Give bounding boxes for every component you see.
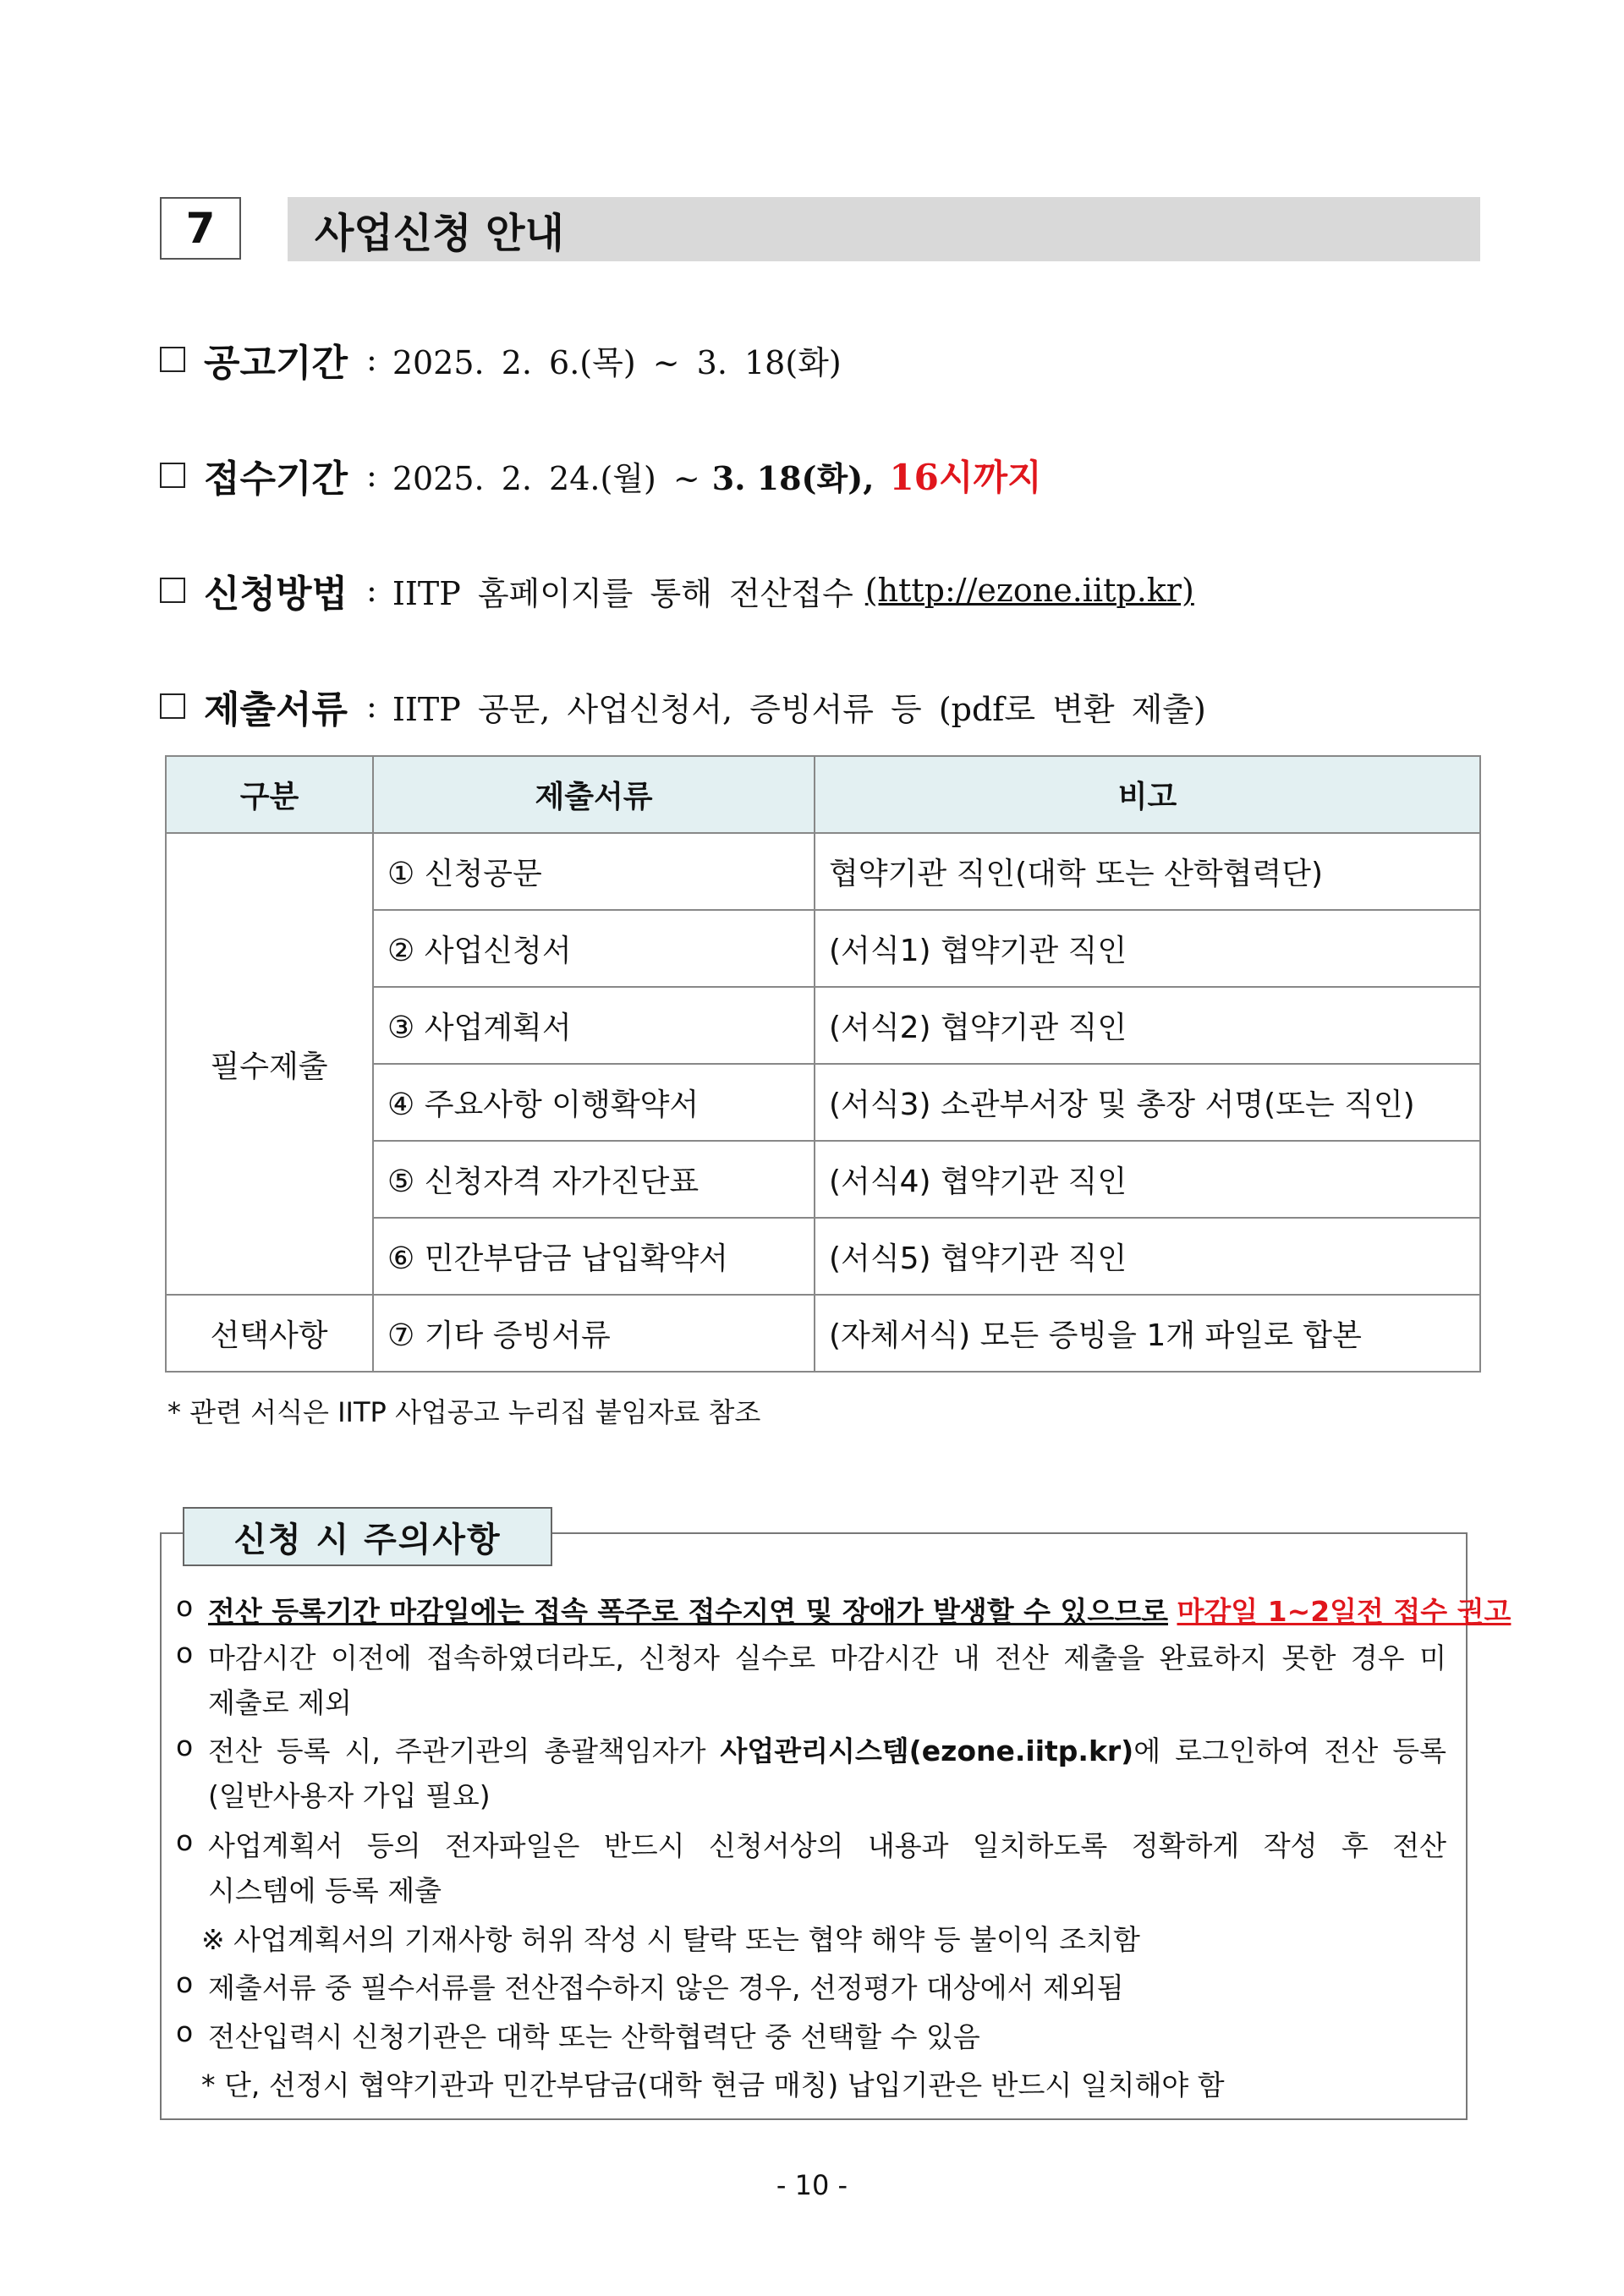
checkbox-icon <box>160 693 185 719</box>
notice-item-4-note: ※ 사업계획서의 기재사항 허위 작성 시 탈락 또는 협약 해약 등 불이익 조치함 <box>201 1923 1140 1956</box>
notice-item-5: 제출서류 중 필수서류를 전산접수하지 않은 경우, 선정평가 대상에서 제외됨 <box>208 1971 1124 2004</box>
note-cell: (서식1) 협약기관 직인 <box>815 910 1480 987</box>
note-cell: (서식4) 협약기관 직인 <box>815 1141 1480 1218</box>
checkbox-icon <box>160 463 185 488</box>
notice-item-6: 전산입력시 신청기관은 대학 또는 산학협력단 중 선택할 수 있음 <box>208 2020 980 2053</box>
category-required: 필수제출 <box>166 833 373 1295</box>
header-note: 비고 <box>815 756 1480 833</box>
info-value: 2025. 2. 24.(월) ~ <box>392 459 700 497</box>
bullet-icon: o <box>176 1729 194 1762</box>
info-value: 2025. 2. 6.(목) ~ 3. 18(화) <box>392 343 842 381</box>
document-cell: ③ 사업계획서 <box>373 987 815 1064</box>
document-cell: ⑥ 민간부담금 납입확약서 <box>373 1218 815 1295</box>
info-value-bold: 3. 18(화), <box>711 458 875 497</box>
checkbox-icon <box>160 347 185 372</box>
info-colon: : <box>366 341 377 378</box>
document-cell: ⑤ 신청자격 자가진단표 <box>373 1141 815 1218</box>
table-row <box>166 1295 1480 1372</box>
note-cell: (자체서식) 모든 증빙을 1개 파일로 합본 <box>815 1295 1480 1372</box>
section-title: 사업신청 안내 <box>288 197 1480 261</box>
notice-item-3-system: 사업관리시스템(ezone.iitp.kr) <box>720 1734 1134 1767</box>
notice-item-4-line-2: 시스템에 등록 제출 <box>208 1874 442 1907</box>
info-submit-docs <box>160 681 1206 732</box>
info-apply-method <box>160 565 1194 616</box>
checkbox-icon <box>160 578 185 603</box>
notice-item-4-line-1: 사업계획서 등의 전자파일은 반드시 신청서상의 내용과 일치하도록 정확하게 작성 후 전산 <box>208 1829 1446 1862</box>
document-cell: ④ 주요사항 이행확약서 <box>373 1064 815 1141</box>
notice-item-1 <box>208 1590 1511 1630</box>
bullet-icon: o <box>176 1590 194 1623</box>
table-row <box>166 833 1480 910</box>
page-number: - 10 - <box>776 2169 848 2201</box>
bullet-icon: o <box>176 2015 194 2048</box>
note-cell: 협약기관 직인(대학 또는 산학협력단) <box>815 833 1480 910</box>
notice-item-3-line-2: (일반사용자 가입 필요) <box>208 1779 491 1812</box>
section-number: 7 <box>160 197 241 260</box>
info-receipt-period <box>160 450 1042 501</box>
notice-item-2-line-2: 제출로 제외 <box>208 1686 352 1719</box>
note-cell: (서식5) 협약기관 직인 <box>815 1218 1480 1295</box>
notice-item-1-red: 마감일 1~2일전 접수 권고 <box>1177 1595 1512 1628</box>
bullet-icon: o <box>176 1636 194 1669</box>
info-colon: : <box>366 572 377 609</box>
document-cell: ① 신청공문 <box>373 833 815 910</box>
documents-table <box>165 755 1481 1373</box>
notice-item-3-pre: 전산 등록 시, 주관기관의 총괄책임자가 <box>208 1734 706 1767</box>
info-label: 접수기간 <box>204 458 348 501</box>
note-cell: (서식2) 협약기관 직인 <box>815 987 1480 1064</box>
category-optional: 선택사항 <box>166 1295 373 1372</box>
notice-item-2-line-1: 마감시간 이전에 접속하였더라도, 신청자 실수로 마감시간 내 전산 제출을 완료하지 못한 경우 미 <box>208 1641 1446 1674</box>
table-header-row <box>166 756 1480 833</box>
bullet-icon: o <box>176 1966 194 1999</box>
notice-item-6-note: * 단, 선정시 협약기관과 민간부담금(대학 현금 매칭) 납입기관은 반드시 일치해야 함 <box>201 2069 1225 2101</box>
info-value: IITP 홈페이지를 통해 전산접수 <box>392 574 853 612</box>
notice-item-1-bold: 전산 등록기간 마감일에는 접속 폭주로 접수지연 및 장애가 발생할 수 있으므로 <box>208 1595 1168 1628</box>
note-cell: (서식3) 소관부서장 및 총장 서명(또는 직인) <box>815 1064 1480 1141</box>
info-label: 제출서류 <box>204 688 348 732</box>
document-cell: ⑦ 기타 증빙서류 <box>373 1295 815 1372</box>
notice-title: 신청 시 주의사항 <box>183 1507 552 1566</box>
info-notice-period <box>160 334 842 385</box>
header-document: 제출서류 <box>373 756 815 833</box>
info-colon: : <box>366 688 377 725</box>
info-colon: : <box>366 457 377 494</box>
notice-item-3-post: 에 로그인하여 전산 등록 <box>1133 1734 1447 1767</box>
info-deadline-time: 16시까지 <box>889 457 1042 498</box>
notice-item-3-line-1 <box>208 1729 1446 1769</box>
info-label: 신청방법 <box>204 573 348 616</box>
document-cell: ② 사업신청서 <box>373 910 815 987</box>
ezone-link[interactable]: (http://ezone.iitp.kr) <box>864 572 1194 609</box>
table-footnote: * 관련 서식은 IITP 사업공고 누리집 붙임자료 참조 <box>167 1396 761 1428</box>
info-label: 공고기간 <box>204 342 348 385</box>
bullet-icon: o <box>176 1824 194 1857</box>
header-category: 구분 <box>166 756 373 833</box>
info-value: IITP 공문, 사업신청서, 증빙서류 등 (pdf로 변환 제출) <box>392 690 1206 728</box>
